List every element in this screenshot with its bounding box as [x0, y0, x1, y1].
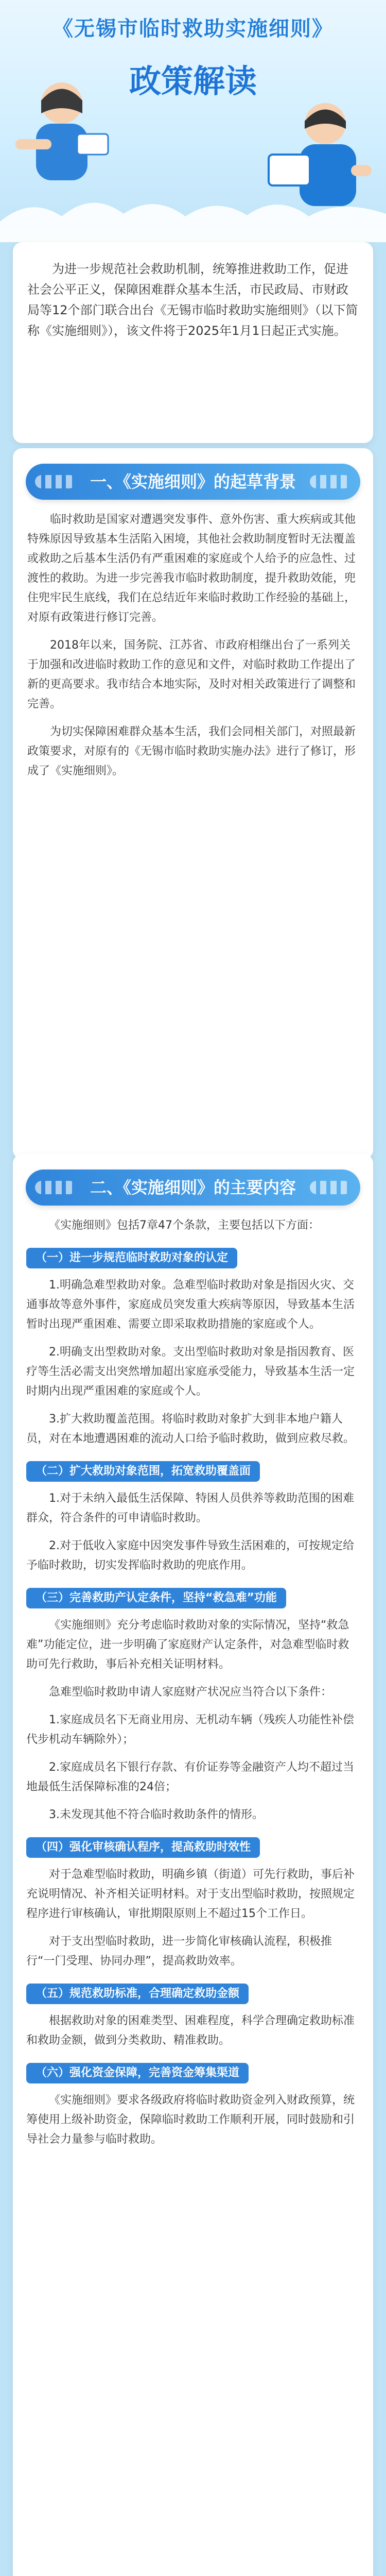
subsection-paragraph: 2.对于低收入家庭中因突发事件导致生活困难的，可按规定给予临时救助，切实发挥临时救助的兜底作用。 [26, 1539, 354, 1572]
subsection-paragraph: 1.明确急难型救助对象。急难型临时救助对象是指因火灾、交通事故等意外事件，家庭成员突发重大疾病等原因，导致基本生活暂时出现严重困难、需要立即采取救助措施的家庭或个人。 [26, 1279, 355, 1331]
decorative-dots-icon [310, 1181, 351, 1194]
document-title: 《无锡市临时救助实施细则》 [52, 17, 334, 41]
section-title-content [26, 1170, 360, 1206]
subsection-paragraph: 对于支出型临时救助，进一步简化审核确认流程，积极推行“一门受理、协同办理”，提高救助效率。 [26, 1935, 332, 1968]
subsection-paragraph: 急难型临时救助申请人家庭财产状况应当符合以下条件： [49, 1686, 332, 1699]
subsection-label: （五）规范救助标准，合理确定救助金额 [26, 1984, 249, 2004]
decorative-dots-icon [310, 475, 351, 488]
subsection-paragraph: 1.对于未纳入最低生活保障、特困人员供养等救助范围的困难群众，符合条件的可申请临时救助。 [26, 1492, 354, 1524]
section-title-text: 二、《实施细则》的主要内容 [90, 1178, 296, 1197]
background-paragraph: 2018年以来，国务院、江苏省、市政府相继出台了一系列关于加强和改进临时救助工作的意见和文件，对临时救助工作提出了新的更高要求。我市结合本地实际，及时对相关政策进行了调整和完善。 [27, 639, 356, 710]
intro-paragraph: 为进一步规范社会救助机制，统筹推进救助工作，促进社会公平正义，保障困难群众基本生活，市民政局、市财政局等12个部门联合出台《无锡市临时救助实施细则》（以下简称《实施细则》），该文件将于2025年1月1日起正式实施。 [27, 262, 358, 338]
intro-card [13, 242, 373, 443]
subsection-paragraph: 2.明确支出型救助对象。支出型临时救助对象是指因教育、医疗等生活必需支出突然增加超出家庭承受能力，导致基本生活一定时期内出现严重困难的家庭或个人。 [26, 1346, 355, 1398]
section-title-background [26, 464, 360, 500]
content-section-card [13, 1154, 373, 2576]
subsection-paragraph: 根据救助对象的困难类型、困难程度，科学合理确定救助标准和救助金额，做到分类救助、精准救助。 [26, 2014, 355, 2047]
subsection-label: （一）进一步规范临时救助对象的认定 [26, 1248, 237, 1268]
subsection-paragraph: 《实施细则》充分考虑临时救助对象的实际情况，坚持“救急难”功能定位，进一步明确了家庭财产认定条件，对急难型临时救助可先行救助，事后补充相关证明材料。 [26, 1619, 349, 1671]
content-intro: 《实施细则》包括7章47个条款，主要包括以下方面： [49, 1219, 320, 1232]
subsection-paragraph: 2.家庭成员名下银行存款、有价证券等金融资产人均不超过当地最低生活保障标准的24倍； [26, 1761, 354, 1793]
subsection-paragraph: 3.未发现其他不符合临时救助条件的情形。 [49, 1808, 264, 1821]
background-paragraph: 临时救助是国家对遭遇突发事件、意外伤害、重大疾病或其他特殊原因导致基本生活陷入困境，其他社会救助制度暂时无法覆盖或救助之后基本生活仍有严重困难的家庭或个人给予的应急性、过渡性的救助。为进一步完善我市临时救助制度，提升救助效能，兜住兜牢民生底线，我们在总结近年来临时救助工作经验的基础上，对原有政策进行修订完善。 [27, 513, 356, 624]
subsection-paragraph: 对于急难型临时救助，明确乡镇（街道）可先行救助，事后补充说明情况、补齐相关证明材料。对于支出型临时救助，按照规定程序进行审核确认，审批期限原则上不超过15个工作日。 [26, 1868, 355, 1920]
header-banner [0, 0, 386, 242]
subsection-paragraph: 《实施细则》要求各级政府将临时救助资金列入财政预算，统筹使用上级补助资金，保障临时救助工作顺利开展，同时鼓励和引导社会力量参与临时救助。 [26, 2094, 355, 2146]
illustration-woman-icon [5, 72, 118, 191]
subsection-label: （六）强化资金保障，完善资金筹集渠道 [26, 2063, 249, 2083]
document-subtitle: 政策解读 [129, 62, 257, 100]
decorative-dots-icon [35, 1181, 76, 1194]
background-section-card [13, 448, 373, 1159]
subsection-paragraph: 1.家庭成员名下无商业用房、无机动车辆（残疾人功能性补偿代步机动车辆除外）； [26, 1714, 354, 1746]
subsection-label: （三）完善救助产认定条件，坚持“救急难”功能 [26, 1588, 286, 1608]
decorative-dots-icon [35, 475, 76, 488]
section-title-text: 一、《实施细则》的起草背景 [90, 472, 296, 492]
background-paragraph: 为切实保障困难群众基本生活，我们会同相关部门，对照最新政策要求，对原有的《无锡市临时救助实施办法》进行了修订，形成了《实施细则》。 [27, 725, 356, 777]
subsection-label: （四）强化审核确认程序，提高救助时效性 [26, 1837, 260, 1858]
subsection-label: （二）扩大救助对象范围，拓宽救助覆盖面 [26, 1461, 260, 1482]
subsection-paragraph: 3.扩大救助覆盖范围。将临时救助对象扩大到非本地户籍人员，对在本地遭遇困难的流动人口给予临时救助，做到应救尽救。 [26, 1413, 355, 1445]
cloud-decoration-icon [0, 185, 386, 242]
